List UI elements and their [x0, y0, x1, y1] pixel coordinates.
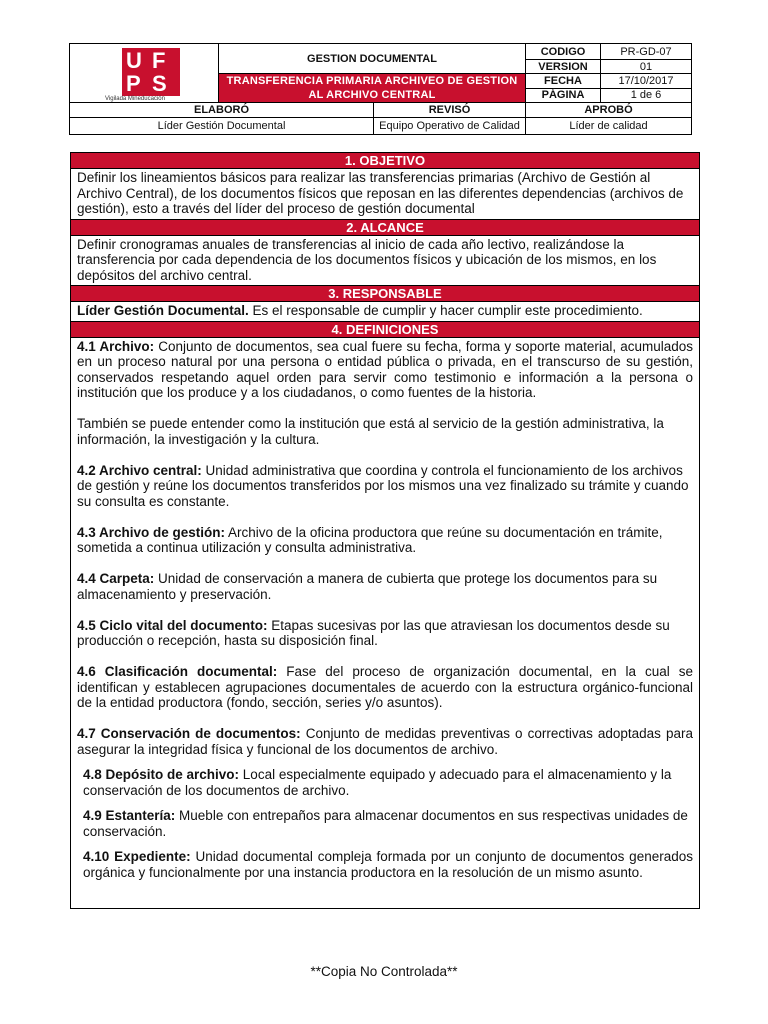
- responsable-term: Líder Gestión Documental.: [77, 303, 249, 318]
- fecha-label: FECHA: [526, 74, 601, 89]
- definition-text: Fase del proceso de organización documental, en la cual se identifican y establecen agrupaciones documentales de acuerdo con la estructura orgánico-funcional de la entidad productora (fondo, sección, series y/o asuntos).: [77, 664, 693, 710]
- definition-term: 4.7 Conservación de documentos:: [77, 726, 301, 741]
- definition-item: [77, 339, 693, 401]
- elaboro-value: Líder Gestión Documental: [70, 118, 374, 135]
- definition-term: 4.10 Expediente:: [83, 849, 191, 864]
- section-alcance-title: 2. ALCANCE: [71, 220, 699, 236]
- definition-item: [77, 571, 693, 602]
- reviso-label: REVISÓ: [374, 103, 526, 118]
- definition-term: 4.6 Clasificación documental:: [77, 664, 278, 679]
- logo-letter-p: P: [126, 71, 141, 96]
- logo-cell: [70, 44, 219, 103]
- definition-item: [77, 849, 693, 880]
- document-body: [70, 152, 700, 909]
- definition-item: [77, 618, 693, 649]
- fecha-value: 17/10/2017: [601, 74, 692, 89]
- definition-item: [77, 767, 693, 798]
- definition-term: 4.3 Archivo de gestión:: [77, 524, 226, 540]
- codigo-value: PR-GD-07: [601, 44, 692, 60]
- section-objetivo-text: Definir los lineamientos básicos para realizar las transferencias primarias (Archivo de Gestión al Archivo Central), de los documentos físicos que reposan en las diferentes dependencias (archivos de gestión), esto a través del líder del proceso de gestión documental: [71, 169, 699, 220]
- section-responsable-text: [71, 302, 699, 322]
- reviso-value: Equipo Operativo de Calidad: [374, 118, 526, 135]
- definition-item: [77, 664, 693, 711]
- definition-text: Unidad administrativa que coordina y controla el funcionamiento de los archivos de gestión y reúne los documentos transferidos por los mismos una vez finalizado su trámite y cuando su consulta es constante.: [77, 462, 689, 509]
- aprobo-value: Líder de calidad: [526, 118, 692, 135]
- section-definiciones-title: 4. DEFINICIONES: [71, 322, 699, 338]
- aprobo-label: APROBÓ: [526, 103, 692, 118]
- section-alcance-text: Definir cronogramas anuales de transferencias al inicio de cada año lectivo, realizándose la transferencia por cada dependencia de los documentos físicos y ubicación de los mismos, en los depósitos del archivo central.: [71, 236, 699, 287]
- definition-item: [77, 525, 693, 556]
- logo-tagline: Vigilada Mineducación: [105, 96, 165, 102]
- definition-term: 4.4 Carpeta:: [77, 571, 155, 586]
- pagina-label: PÁGINA: [526, 88, 601, 103]
- definition-text: Unidad de conservación a manera de cubierta que protege los documentos para su almacenamiento y preservación.: [77, 571, 658, 602]
- definition-item: [77, 416, 693, 447]
- definition-term: 4.9 Estantería:: [83, 808, 176, 823]
- definition-item: [77, 808, 693, 839]
- definition-term: 4.1 Archivo:: [77, 338, 155, 354]
- definition-item: [77, 726, 693, 757]
- version-label: VERSION: [526, 60, 601, 74]
- definition-term: 4.5 Ciclo vital del documento:: [77, 617, 268, 633]
- ufps-logo: [122, 48, 180, 96]
- definition-text: Mueble con entrepaños para almacenar documentos en sus respectivas unidades de conservación.: [83, 808, 688, 839]
- definition-item: [77, 463, 693, 510]
- definition-text: Conjunto de documentos, sea cual fuere su fecha, forma y soporte material, acumulados en un proceso natural por una persona o entidad pública o privada, en el transcurso de su gestión, conservados respetando aquel orden para servir como testimonio e información a la persona o institución que los produce y a los ciudadanos, o como fuentes de la historia.: [77, 338, 694, 400]
- logo-letter-f: F: [152, 48, 166, 73]
- responsable-desc: Es el responsable de cumplir y hacer cumplir este procedimiento.: [248, 303, 643, 318]
- definition-text: Conjunto de medidas preventivas o correctivas adoptadas para asegurar la integridad física y funcional de los documentos de archivo.: [77, 726, 693, 757]
- document-header: [69, 43, 692, 135]
- definition-text: Local especialmente equipado y adecuado para el almacenamiento y la conservación de los documentos de archivo.: [83, 767, 672, 798]
- footer-copy-notice: **Copia No Controlada**: [310, 964, 458, 979]
- definition-term: 4.8 Depósito de archivo:: [83, 767, 240, 782]
- logo-letter-s: S: [152, 71, 167, 96]
- definition-text: Etapas sucesivas por las que atraviesan los documentos desde su producción o recepción, hasta su disposición final.: [77, 617, 670, 648]
- section-objetivo-title: 1. OBJETIVO: [71, 153, 699, 169]
- pagina-value: 1 de 6: [601, 88, 692, 103]
- logo-letter-u: U: [126, 48, 142, 73]
- version-value: 01: [601, 60, 692, 74]
- document-subtitle: TRANSFERENCIA PRIMARIA ARCHIVEO DE GESTION AL ARCHIVO CENTRAL: [219, 74, 526, 103]
- definition-term: 4.2 Archivo central:: [77, 462, 202, 478]
- document-title: GESTION DOCUMENTAL: [219, 44, 526, 74]
- elaboro-label: ELABORÓ: [70, 103, 374, 118]
- definitions-list: [71, 338, 699, 881]
- definition-text: Unidad documental compleja formada por un conjunto de documentos generados orgánica y funcionalmente por una instancia productora en la resolución de un mismo asunto.: [83, 849, 693, 880]
- definition-text: Archivo de la oficina productora que reúne su documentación en trámite, sometida a continua utilización y consulta administrativa.: [77, 524, 663, 555]
- section-responsable-title: 3. RESPONSABLE: [71, 286, 699, 302]
- definition-text: También se puede entender como la institución que está al servicio de la gestión administrativa, la información, la investigación y la cultura.: [77, 416, 664, 447]
- codigo-label: CODIGO: [526, 44, 601, 60]
